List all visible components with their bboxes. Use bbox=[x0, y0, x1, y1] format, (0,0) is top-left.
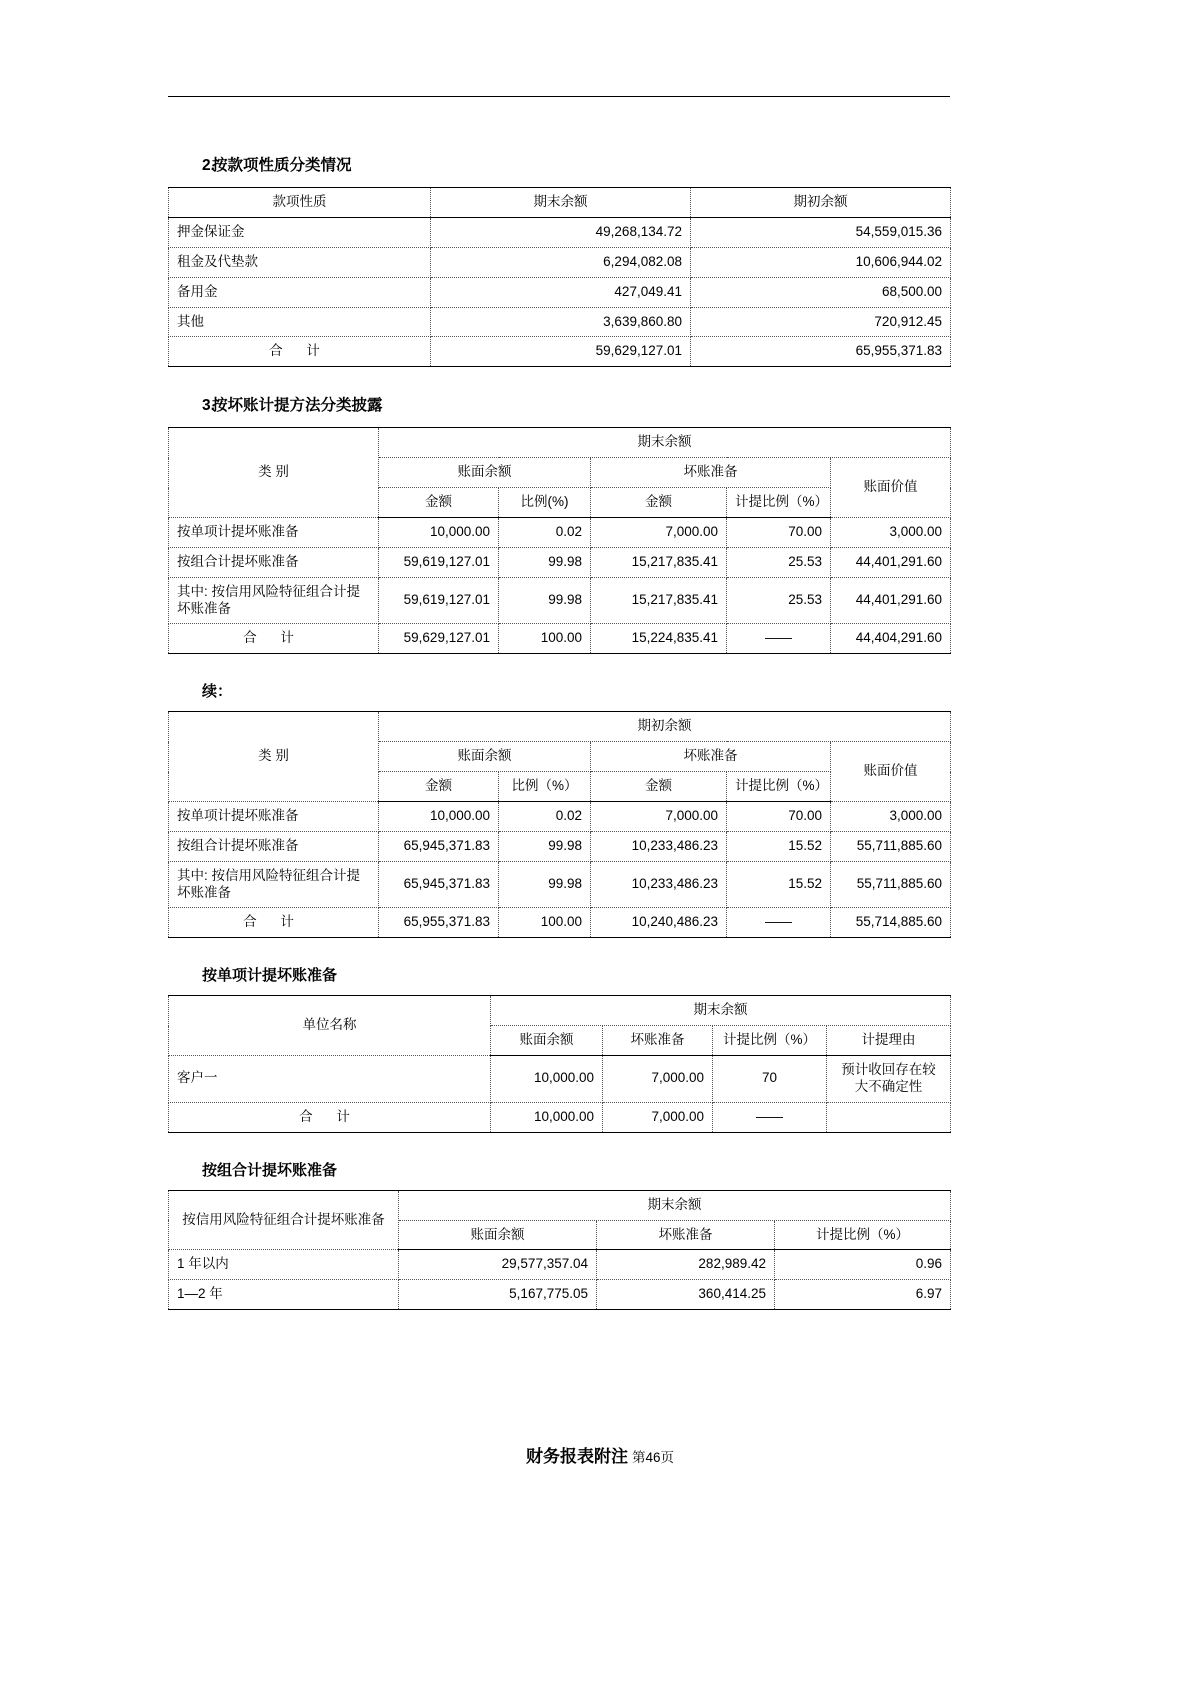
table-row bbox=[169, 247, 951, 277]
cell-amount: 59,619,127.01 bbox=[379, 547, 499, 577]
section-3-title: 按坏账计提方法分类披露 bbox=[212, 397, 383, 415]
spacer bbox=[168, 654, 950, 680]
col-header-bad-amount: 金额 bbox=[591, 772, 727, 802]
cell-total-label: 合 计 bbox=[169, 337, 431, 367]
cell-total-label: 合 计 bbox=[169, 624, 379, 654]
col-header-provision-ratio: 计提比例（%） bbox=[775, 1220, 951, 1250]
cell-ratio: 0.02 bbox=[499, 801, 591, 831]
table-row bbox=[169, 996, 951, 1026]
cell-bad-amount: 7,000.00 bbox=[591, 801, 727, 831]
cell-total-bad-amount: 10,240,486.23 bbox=[591, 908, 727, 938]
col-header-book-value: 账面价值 bbox=[831, 458, 951, 518]
col-header-provision-ratio: 计提比例（%） bbox=[727, 772, 831, 802]
col-header-end-balance: 期末余额 bbox=[431, 188, 691, 218]
col-header-bad-debt: 坏账准备 bbox=[603, 1026, 713, 1056]
table-nature-classification bbox=[168, 187, 951, 367]
cell-total-book: 10,000.00 bbox=[491, 1102, 603, 1132]
continued-label: 续： bbox=[202, 683, 233, 701]
cell-total-label: 合 计 bbox=[169, 908, 379, 938]
cell-category: 按单项计提坏账准备 bbox=[169, 517, 379, 547]
group-header-end-balance: 期末余额 bbox=[491, 996, 951, 1026]
cell-total-ratio: 100.00 bbox=[499, 908, 591, 938]
footer-page-number: 第46页 bbox=[631, 1450, 675, 1465]
col-header-bad-debt: 坏账准备 bbox=[591, 458, 831, 488]
cell-provision: 15.52 bbox=[727, 861, 831, 908]
table-row-total bbox=[169, 624, 951, 654]
cell-provision-ratio: 0.96 bbox=[775, 1250, 951, 1280]
cell-book-balance: 10,000.00 bbox=[491, 1056, 603, 1103]
cell-end: 49,268,134.72 bbox=[431, 217, 691, 247]
cell-book-balance: 5,167,775.05 bbox=[399, 1280, 597, 1310]
cell-amount: 65,945,371.83 bbox=[379, 861, 499, 908]
cell-total-provision: —— bbox=[727, 908, 831, 938]
cell-provision: 25.53 bbox=[727, 577, 831, 624]
group-header-end-balance: 期末余额 bbox=[379, 428, 951, 458]
cell-total-book-value: 44,404,291.60 bbox=[831, 624, 951, 654]
cell-unit-name: 客户一 bbox=[169, 1056, 491, 1103]
cell-total-amount: 59,629,127.01 bbox=[379, 624, 499, 654]
cell-provision: 25.53 bbox=[727, 547, 831, 577]
cell-total-bad-amount: 15,224,835.41 bbox=[591, 624, 727, 654]
section-3-number: 3. bbox=[202, 397, 215, 415]
cell-book-balance: 29,577,357.04 bbox=[399, 1250, 597, 1280]
subsection-single-title: 按单项计提坏账准备 bbox=[202, 967, 338, 985]
spacer bbox=[168, 367, 950, 393]
cell-total-provision: —— bbox=[727, 624, 831, 654]
cell-ratio: 99.98 bbox=[499, 831, 591, 861]
col-header-reason: 计提理由 bbox=[827, 1026, 951, 1056]
table-row-total bbox=[169, 1102, 951, 1132]
cell-begin: 54,559,015.36 bbox=[691, 217, 951, 247]
cell-book-value: 3,000.00 bbox=[831, 801, 951, 831]
table-row bbox=[169, 1056, 951, 1103]
col-header-amount: 金额 bbox=[379, 772, 499, 802]
table-row-total bbox=[169, 337, 951, 367]
cell-ratio: 99.98 bbox=[499, 861, 591, 908]
section-3-heading bbox=[168, 393, 950, 415]
cell-total-amount: 65,955,371.83 bbox=[379, 908, 499, 938]
cell-bad-amount: 15,217,835.41 bbox=[591, 577, 727, 624]
cell-book-value: 55,711,885.60 bbox=[831, 831, 951, 861]
page-footer bbox=[0, 1442, 1200, 1467]
table-row bbox=[169, 861, 951, 908]
header-rule bbox=[168, 96, 950, 97]
cell-nature: 押金保证金 bbox=[169, 217, 431, 247]
cell-end: 3,639,860.80 bbox=[431, 307, 691, 337]
table-bad-debt-end-balance bbox=[168, 427, 951, 654]
table-row bbox=[169, 1190, 951, 1220]
col-header-provision-ratio: 计提比例（%） bbox=[727, 488, 831, 518]
col-header-bad-amount: 金额 bbox=[591, 488, 727, 518]
col-header-category: 类 别 bbox=[169, 428, 379, 518]
cell-total-end: 59,629,127.01 bbox=[431, 337, 691, 367]
cell-bad-amount: 15,217,835.41 bbox=[591, 547, 727, 577]
cell-ratio: 99.98 bbox=[499, 547, 591, 577]
cell-total-ratio: —— bbox=[713, 1102, 827, 1132]
subsection-group-title: 按组合计提坏账准备 bbox=[202, 1161, 338, 1179]
cell-bad-debt: 282,989.42 bbox=[597, 1250, 775, 1280]
cell-total-begin: 65,955,371.83 bbox=[691, 337, 951, 367]
col-header-amount: 金额 bbox=[379, 488, 499, 518]
table-row bbox=[169, 1250, 951, 1280]
page-content bbox=[168, 96, 950, 1310]
table-row bbox=[169, 307, 951, 337]
cell-provision: 15.52 bbox=[727, 831, 831, 861]
group-header-end-balance: 期末余额 bbox=[399, 1190, 951, 1220]
table-row bbox=[169, 188, 951, 218]
table-row-total bbox=[169, 908, 951, 938]
cell-bad-debt: 7,000.00 bbox=[603, 1056, 713, 1103]
table-row bbox=[169, 712, 951, 742]
cell-book-value: 3,000.00 bbox=[831, 517, 951, 547]
cell-amount: 10,000.00 bbox=[379, 801, 499, 831]
cell-nature: 备用金 bbox=[169, 277, 431, 307]
cell-provision-ratio: 70 bbox=[713, 1056, 827, 1103]
cell-category: 其中: 按信用风险特征组合计提坏账准备 bbox=[169, 577, 379, 624]
footer-title: 财务报表附注 bbox=[525, 1447, 628, 1466]
cell-book-value: 55,711,885.60 bbox=[831, 861, 951, 908]
table-row bbox=[169, 428, 951, 458]
col-header-book-value: 账面价值 bbox=[831, 742, 951, 802]
col-header-provision-ratio: 计提比例（%） bbox=[713, 1026, 827, 1056]
col-header-begin-balance: 期初余额 bbox=[691, 188, 951, 218]
table-bad-debt-begin-balance bbox=[168, 711, 951, 938]
col-header-credit-risk-group: 按信用风险特征组合计提坏账准备 bbox=[169, 1190, 399, 1250]
col-header-bad-debt: 坏账准备 bbox=[597, 1220, 775, 1250]
col-header-book-balance: 账面余额 bbox=[491, 1026, 603, 1056]
col-header-nature: 款项性质 bbox=[169, 188, 431, 218]
cell-book-value: 44,401,291.60 bbox=[831, 547, 951, 577]
cell-begin: 10,606,944.02 bbox=[691, 247, 951, 277]
section-2-heading bbox=[168, 153, 950, 175]
cell-amount: 65,945,371.83 bbox=[379, 831, 499, 861]
section-2-number: 2. bbox=[202, 157, 215, 174]
cell-category: 按单项计提坏账准备 bbox=[169, 801, 379, 831]
table-row bbox=[169, 1280, 951, 1310]
cell-nature: 其他 bbox=[169, 307, 431, 337]
col-header-category: 类 别 bbox=[169, 712, 379, 802]
cell-total-bad: 7,000.00 bbox=[603, 1102, 713, 1132]
cell-total-ratio: 100.00 bbox=[499, 624, 591, 654]
table-row bbox=[169, 547, 951, 577]
table-row bbox=[169, 517, 951, 547]
cell-total-label: 合 计 bbox=[169, 1102, 491, 1132]
cell-bad-amount: 10,233,486.23 bbox=[591, 861, 727, 908]
table-row bbox=[169, 217, 951, 247]
table-row bbox=[169, 577, 951, 624]
cell-amount: 59,619,127.01 bbox=[379, 577, 499, 624]
cell-bad-amount: 7,000.00 bbox=[591, 517, 727, 547]
table-row bbox=[169, 831, 951, 861]
col-header-ratio: 比例（%） bbox=[499, 772, 591, 802]
table-single-provision bbox=[168, 995, 951, 1132]
cell-aging: 1 年以内 bbox=[169, 1250, 399, 1280]
table-row bbox=[169, 801, 951, 831]
col-header-bad-debt: 坏账准备 bbox=[591, 742, 831, 772]
col-header-unit-name: 单位名称 bbox=[169, 996, 491, 1056]
cell-begin: 720,912.45 bbox=[691, 307, 951, 337]
cell-aging: 1—2 年 bbox=[169, 1280, 399, 1310]
cell-category: 按组合计提坏账准备 bbox=[169, 831, 379, 861]
cell-nature: 租金及代垫款 bbox=[169, 247, 431, 277]
cell-end: 427,049.41 bbox=[431, 277, 691, 307]
group-header-begin-balance: 期初余额 bbox=[379, 712, 951, 742]
cell-total-book-value: 55,714,885.60 bbox=[831, 908, 951, 938]
cell-category: 按组合计提坏账准备 bbox=[169, 547, 379, 577]
cell-ratio: 0.02 bbox=[499, 517, 591, 547]
cell-provision-ratio: 6.97 bbox=[775, 1280, 951, 1310]
col-header-book-balance: 账面余额 bbox=[379, 458, 591, 488]
table-row bbox=[169, 277, 951, 307]
cell-end: 6,294,082.08 bbox=[431, 247, 691, 277]
table-group-provision bbox=[168, 1190, 951, 1311]
cell-category: 其中: 按信用风险特征组合计提坏账准备 bbox=[169, 861, 379, 908]
cell-total-reason bbox=[827, 1102, 951, 1132]
col-header-book-balance: 账面余额 bbox=[379, 742, 591, 772]
cell-begin: 68,500.00 bbox=[691, 277, 951, 307]
cell-provision: 70.00 bbox=[727, 517, 831, 547]
cell-provision: 70.00 bbox=[727, 801, 831, 831]
cell-book-value: 44,401,291.60 bbox=[831, 577, 951, 624]
cell-amount: 10,000.00 bbox=[379, 517, 499, 547]
cell-ratio: 99.98 bbox=[499, 577, 591, 624]
section-2-title: 按款项性质分类情况 bbox=[212, 157, 352, 174]
col-header-book-balance: 账面余额 bbox=[399, 1220, 597, 1250]
cell-reason: 预计收回存在较大不确定性 bbox=[827, 1056, 951, 1103]
cell-bad-amount: 10,233,486.23 bbox=[591, 831, 727, 861]
spacer bbox=[168, 1133, 950, 1159]
cell-bad-debt: 360,414.25 bbox=[597, 1280, 775, 1310]
spacer bbox=[168, 938, 950, 964]
col-header-ratio: 比例(%) bbox=[499, 488, 591, 518]
